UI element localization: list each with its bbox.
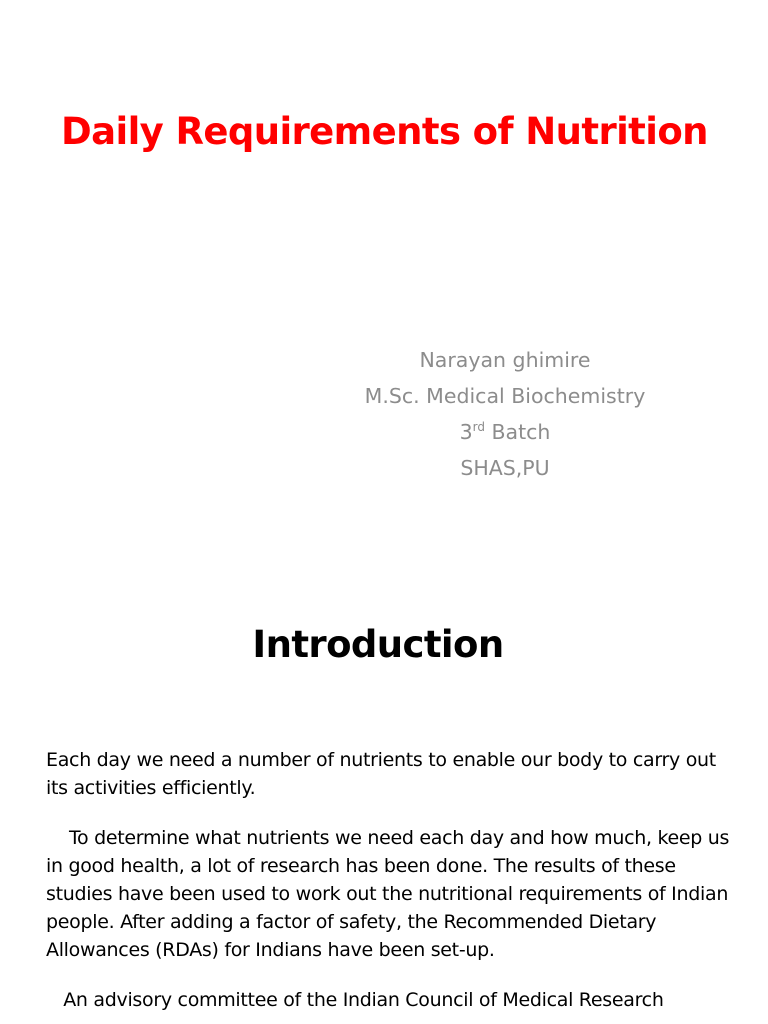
introduction-slide: [0, 576, 768, 1024]
author-batch: [305, 414, 705, 450]
author-block: [305, 342, 705, 486]
batch-label: Batch: [484, 420, 551, 444]
author-degree: M.Sc. Medical Biochemistry: [364, 384, 646, 408]
introduction-heading: Introduction: [252, 623, 504, 666]
intro-paragraph: Each day we need a number of nutrients to enable our body to carry out its activities efficiently.: [46, 749, 722, 799]
intro-paragraph: To determine what nutrients we need each day and how much, keep us in good health, a lot of research has been done. The results of these studies have been used to work out the nutritional requirements of Indian people. After adding a factor of safety, the Recommended Dietary Allowances (RDAs) for Indians have been set-up.: [46, 827, 735, 961]
introduction-body: [46, 746, 736, 1024]
batch-number: 3: [459, 420, 473, 444]
intro-paragraph: An advisory committee of the Indian Council of Medical Research: [46, 989, 664, 1011]
presentation-title: Daily Requirements of Nutrition: [61, 110, 708, 153]
author-name: Narayan ghimire: [419, 348, 591, 372]
author-institution: SHAS,PU: [460, 456, 550, 480]
batch-ordinal-suffix: rd: [472, 420, 485, 434]
